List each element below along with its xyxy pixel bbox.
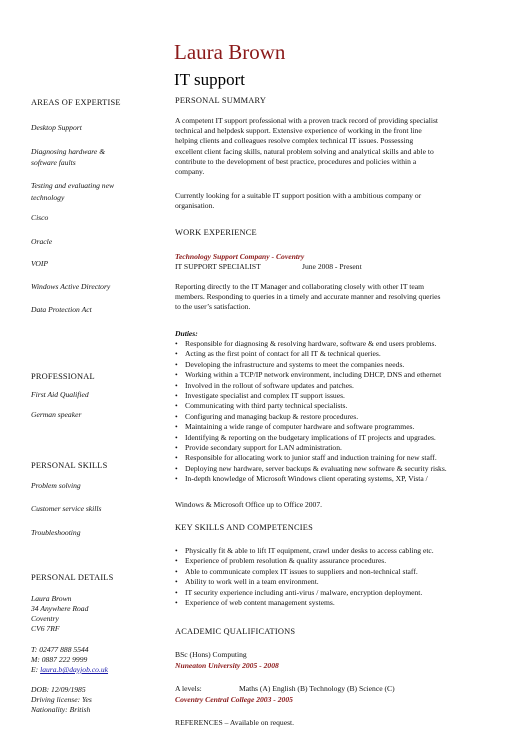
professional-heading: PROFESSIONAL [31,372,95,381]
summary-line: contribute to the development of best practice, procedures and policies within a [175,156,417,166]
skills-heading: PERSONAL SKILLS [31,461,108,470]
duty-item: • Deploying new hardware, server backups & evaluating new software & security risks. [175,464,510,474]
duty-item: • Responsible for diagnosing & resolving hardware, software & end users problems. [175,339,510,349]
duty-item: • Responsible for allocating work to junior staff and induction training for new staff. [175,453,510,463]
summary-line: Currently looking for a suitable IT support position with a ambitious company or [175,191,422,200]
duty-item: • Working within a TCP/IP network environment, including DHCP, DNS and ethernet [175,370,510,380]
duty-item: • Provide secondary support for LAN administration. [175,443,510,453]
detail-address: 34 Anywhere Road [31,604,89,613]
work-desc-line: members. Responding to queries in a timely and accurate manner and resolving queries [175,292,441,302]
alevels-label: A levels: [175,684,202,693]
skill-item: Customer service skills [31,504,102,513]
key-skill-item: • IT security experience including anti-virus / malware, encryption deployment. [175,588,510,598]
summary-line: company. [175,167,205,177]
key-skill-item: • Physically fit & able to lift IT equipment, crawl under desks to access cabling etc. [175,546,510,556]
email-link[interactable]: laura.b@dayjob.co.uk [40,665,109,674]
role-dates: June 2008 - Present [302,262,362,271]
summary-line: helping clients and colleagues resolve complex technical IT issues. Possessing [175,136,414,146]
expertise-item: Cisco [31,213,49,222]
expertise-item: Desktop Support [31,123,82,132]
college: Coventry Central College 2003 - 2005 [175,695,293,704]
role-title: IT SUPPORT SPECIALIST [175,262,261,271]
summary-heading: PERSONAL SUMMARY [175,96,267,105]
skill-item: Troubleshooting [31,528,81,537]
expertise-item: technology [31,193,65,202]
duty-continuation: Windows & Microsoft Office up to Office 2007. [175,500,323,509]
email-prefix: E: [31,665,41,674]
work-desc-line: Reporting directly to the IT Manager and collaborating closely with other IT team [175,282,424,291]
duty-item: • Investigate specialist and complex IT support issues. [175,391,510,401]
duties-list [175,339,510,485]
summary-line: excellent client facing skills, natural problem solving and analytical skills and able to [175,146,434,156]
key-skills-list [175,546,510,608]
details-heading: PERSONAL DETAILS [31,573,114,582]
detail-license: Driving license: Yes [31,695,92,704]
duty-item: • Identifying & reporting on the budgetary implications of IT projects and upgrades. [175,433,510,443]
expertise-item: Diagnosing hardware & [31,147,106,156]
expertise-item: VOIP [31,259,49,268]
summary-paragraph [175,116,505,177]
duty-item: • Involved in the rollout of software updates and patches. [175,381,510,391]
summary-line: technical and helpdesk support. Extensive experience of working in the front line [175,126,422,136]
alevels-grades: Maths (A) English (B) Technology (B) Science (C) [239,684,395,693]
duty-item: • Developing the infrastructure and systems to meet the companies needs. [175,360,510,370]
references-row [175,718,294,727]
detail-name: Laura Brown [31,594,72,603]
work-description [175,282,505,313]
academic-heading: ACADEMIC QUALIFICATIONS [175,627,296,636]
expertise-item: Data Protection Act [31,305,92,314]
expertise-item: Windows Active Directory [31,282,111,291]
skill-item: Problem solving [31,481,81,490]
degree: BSc (Hons) Computing [175,650,247,659]
detail-nationality: Nationality: British [31,705,91,714]
expertise-heading: AREAS OF EXPERTISE [31,98,121,107]
duty-item: • In-depth knowledge of Microsoft Windows client operating systems, XP, Vista / [175,474,510,484]
detail-postcode: CV6 7RF [31,624,60,633]
key-skill-item: • Able to communicate complex IT issues to suppliers and non-technical staff. [175,567,510,577]
summary-line: A competent IT support professional with a proven track record of providing specialist [175,116,439,125]
expertise-item: software faults [31,158,76,167]
detail-mobile: M: 0887 222 9999 [31,655,88,664]
expertise-item: Testing and evaluating new [31,181,115,190]
detail-telephone: T: 02477 888 5544 [31,645,89,654]
detail-email-row [31,665,108,675]
summary-line: organisation. [175,201,215,211]
detail-city: Coventry [31,614,59,623]
duties-title: Duties: [175,329,198,338]
summary-goal [175,191,505,211]
university: Nuneaton University 2005 - 2008 [175,661,279,670]
duty-item: • Communicating with third party technical specialists. [175,401,510,411]
expertise-item: Oracle [31,237,53,246]
duty-item: • Acting as the first point of contact for all IT & technical queries. [175,349,510,359]
key-skills-heading: KEY SKILLS AND COMPETENCIES [175,523,313,532]
references-label: REFERENCES [175,718,223,727]
professional-item: German speaker [31,410,82,419]
job-title: IT support [174,70,245,89]
candidate-name: Laura Brown [174,40,286,64]
duty-item: • Configuring and managing backup & restore procedures. [175,412,510,422]
key-skill-item: • Experience of web content management systems. [175,598,510,608]
role-row [175,262,362,271]
alevels-row [175,684,395,693]
work-heading: WORK EXPERIENCE [175,228,257,237]
detail-dob: DOB: 12/09/1985 [31,685,86,694]
key-skill-item: • Ability to work well in a team environment. [175,577,510,587]
professional-item: First Aid Qualified [31,390,89,399]
key-skill-item: • Experience of problem resolution & quality assurance procedures. [175,556,510,566]
references-text: – Available on request. [222,718,295,727]
work-desc-line: to the user’s satisfaction. [175,302,251,312]
duty-item: • Maintaining a wide range of computer hardware and software programmes. [175,422,510,432]
company-name: Technology Support Company - Coventry [175,252,305,261]
